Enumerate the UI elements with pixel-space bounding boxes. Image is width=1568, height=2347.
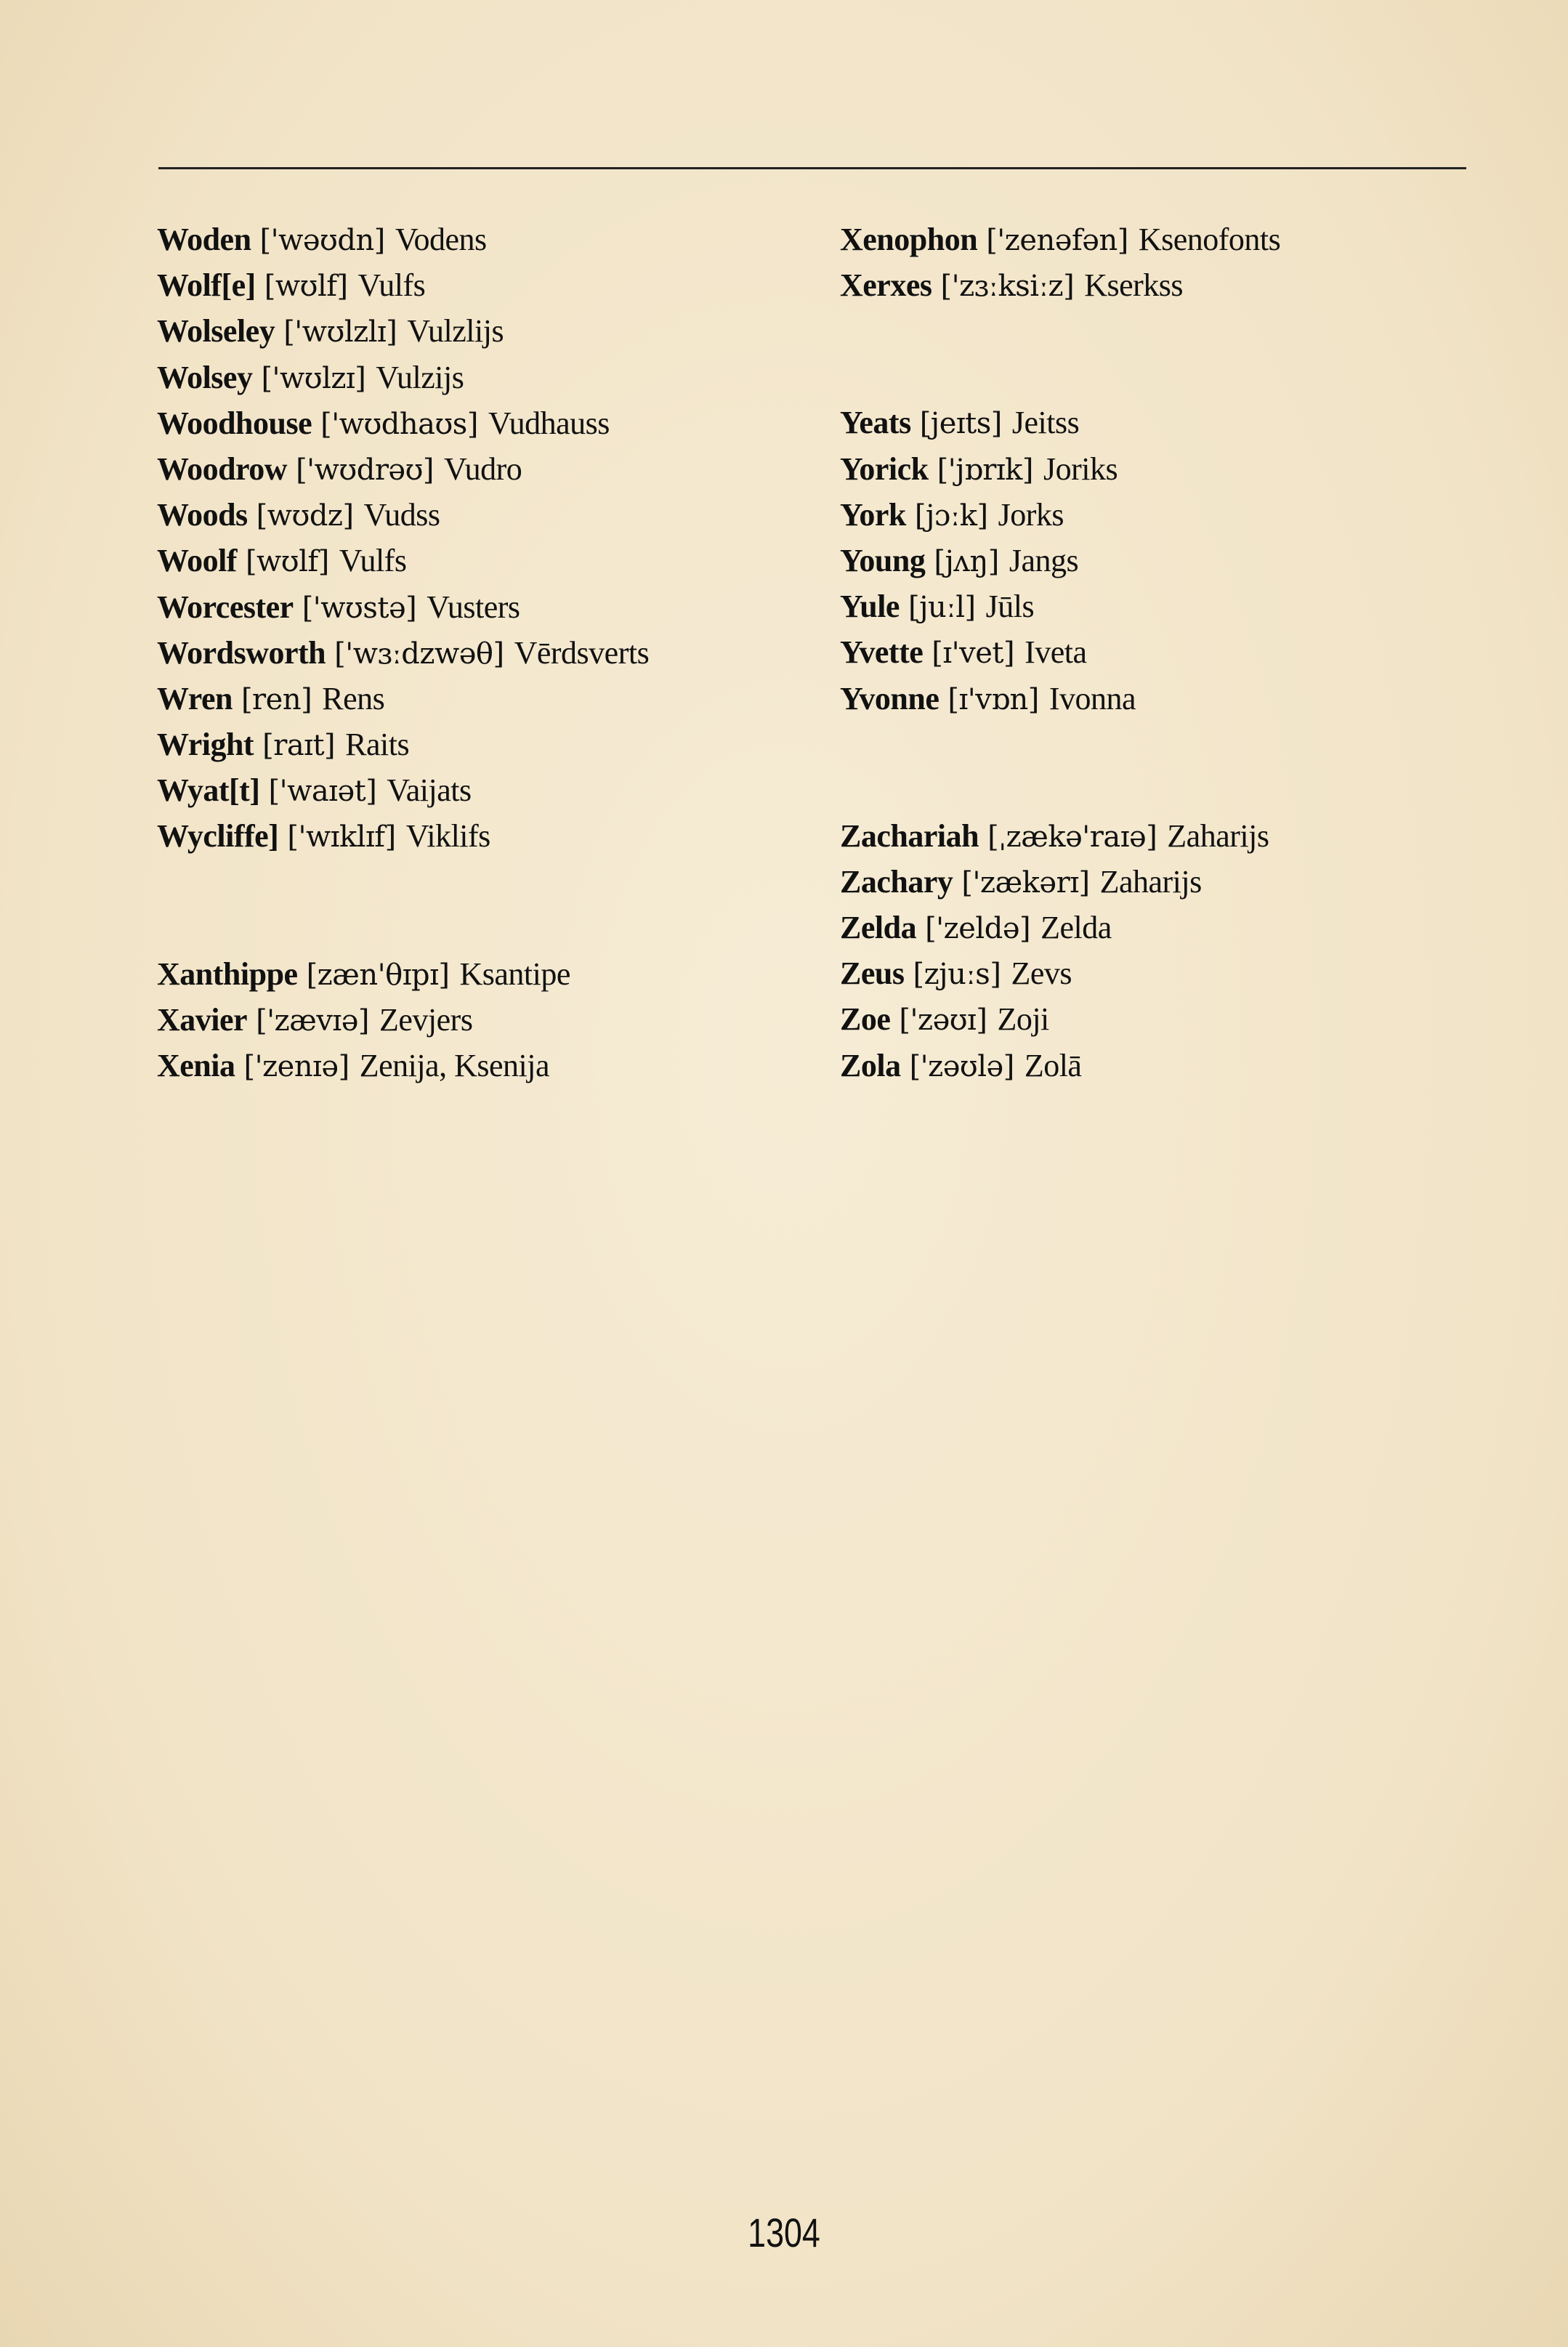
- entry: [840, 629, 1494, 675]
- pronunciation: [ɪ'vɒn]: [947, 682, 1039, 716]
- entry: [840, 996, 1494, 1042]
- entry: [157, 813, 811, 859]
- entry: [840, 1043, 1494, 1088]
- entry: [157, 492, 811, 538]
- headword: Yvonne: [840, 680, 939, 716]
- headword: Wolf[e]: [157, 267, 256, 304]
- pronunciation: [wʊlf]: [245, 545, 329, 579]
- translation: Zaharijs: [1167, 817, 1269, 854]
- translation: Vērdsverts: [514, 634, 650, 671]
- entry: [840, 905, 1494, 950]
- headword: Xenia: [157, 1048, 235, 1083]
- pronunciation: [ren]: [241, 682, 312, 716]
- headword: Wordsworth: [157, 634, 326, 671]
- pronunciation: [jɔːk]: [914, 498, 988, 533]
- entry: [157, 630, 811, 676]
- translation: Zoji: [997, 1001, 1049, 1038]
- pronunciation: ['wʊlzɪ]: [261, 361, 366, 395]
- headword: Yeats: [840, 405, 911, 441]
- pronunciation: [ˌzækə'raɪə]: [987, 820, 1157, 854]
- translation: Vulfs: [339, 543, 407, 579]
- translation: Zevjers: [379, 1001, 473, 1038]
- headword: Xavier: [157, 1001, 248, 1038]
- translation: Vaijats: [387, 772, 472, 809]
- entry-group-x-cont: [840, 217, 1494, 308]
- headword: Wolseley: [157, 313, 275, 350]
- translation: Vudhauss: [488, 405, 610, 441]
- translation: Ivonna: [1048, 680, 1136, 716]
- entry: [157, 722, 811, 767]
- headword: Young: [840, 542, 926, 578]
- translation: Jorks: [998, 496, 1064, 533]
- entry: [157, 951, 811, 997]
- translation: Zaharijs: [1099, 863, 1202, 900]
- headword: Woodhouse: [157, 405, 312, 441]
- entry: [840, 538, 1494, 583]
- translation: Vusters: [427, 589, 520, 625]
- pronunciation: ['wʊstə]: [302, 591, 417, 625]
- translation: Zolā: [1024, 1047, 1082, 1083]
- pronunciation: ['zenəfən]: [986, 224, 1128, 257]
- headword: Xenophon: [840, 222, 978, 257]
- headword: Xerxes: [840, 267, 932, 304]
- translation: Ksantipe: [459, 956, 570, 992]
- pronunciation: ['wəʊdn]: [259, 224, 385, 257]
- headword: Wren: [157, 680, 233, 716]
- pronunciation: ['wʊdhaʊs]: [320, 407, 478, 441]
- entry: [157, 1043, 811, 1088]
- pronunciation: [raɪt]: [262, 729, 336, 763]
- translation: Vulzijs: [376, 359, 464, 395]
- entry: [157, 676, 811, 722]
- entry-group-w: [157, 217, 811, 860]
- entry: [157, 446, 811, 492]
- entry: [840, 492, 1494, 538]
- entry: [840, 813, 1494, 859]
- headword: Zachariah: [840, 817, 979, 854]
- page-number: 1304: [748, 2210, 820, 2255]
- translation: Vudro: [444, 451, 522, 487]
- pronunciation: [zæn'θɪpɪ]: [306, 958, 450, 992]
- headword: Wyat[t]: [157, 772, 260, 809]
- translation: Raits: [345, 727, 410, 763]
- headword: Woodrow: [157, 451, 288, 487]
- entry: [840, 676, 1494, 722]
- pronunciation: [juːl]: [908, 591, 976, 625]
- translation: Zevs: [1011, 956, 1072, 992]
- entry: [840, 217, 1494, 262]
- pronunciation: ['zeldə]: [925, 912, 1031, 946]
- translation: Iveta: [1025, 634, 1087, 671]
- entry: [840, 583, 1494, 629]
- pronunciation: [jʌŋ]: [934, 544, 999, 578]
- pronunciation: ['zækərɪ]: [961, 865, 1090, 900]
- pronunciation: [wʊlf]: [264, 270, 348, 304]
- pronunciation: ['zəʊɪ]: [899, 1003, 987, 1038]
- pronunciation: [jeɪts]: [919, 407, 1002, 441]
- translation: Vulfs: [357, 267, 426, 304]
- headword: Wolsey: [157, 359, 253, 395]
- pronunciation: [zjuːs]: [913, 958, 1001, 992]
- pronunciation: [ɪ'vet]: [931, 637, 1015, 671]
- headword: Yule: [840, 589, 900, 625]
- entry-group-x: [157, 951, 811, 1089]
- entry: [157, 997, 811, 1043]
- entry-group-y: [840, 400, 1494, 721]
- section-gap: [840, 722, 1494, 813]
- headword: Zachary: [840, 863, 953, 900]
- section-gap: [157, 860, 811, 951]
- entry: [840, 950, 1494, 996]
- entry: [157, 308, 811, 354]
- headword: Wright: [157, 727, 254, 763]
- translation: Rens: [322, 680, 385, 716]
- entry-group-z: [840, 813, 1494, 1088]
- headword: Worcester: [157, 589, 294, 625]
- translation: Joriks: [1043, 451, 1118, 487]
- translation: Zelda: [1040, 910, 1112, 946]
- translation: Vudss: [363, 497, 440, 533]
- translation: Jeitss: [1011, 405, 1080, 441]
- translation: Viklifs: [405, 818, 490, 855]
- pronunciation: [wʊdz]: [256, 499, 354, 533]
- entry: [840, 446, 1494, 492]
- translation: Jūls: [985, 589, 1035, 625]
- pronunciation: ['zəʊlə]: [909, 1049, 1014, 1083]
- headword: Yorick: [840, 451, 929, 487]
- pronunciation: ['wɪklɪf]: [287, 820, 396, 855]
- headword: Woods: [157, 497, 248, 533]
- pronunciation: ['wɜːdzwəθ]: [334, 637, 504, 671]
- translation: Ksenofonts: [1138, 222, 1281, 257]
- headword: Xanthippe: [157, 956, 298, 992]
- entry: [840, 262, 1494, 308]
- headword: Zoe: [840, 1001, 891, 1038]
- pronunciation: ['waɪət]: [268, 775, 377, 809]
- entry: [157, 538, 811, 583]
- translation: Vodens: [395, 222, 487, 257]
- pronunciation: ['zævɪə]: [256, 1003, 370, 1038]
- headword: Wycliffe]: [157, 818, 279, 855]
- translation: Zenija, Ksenija: [359, 1048, 549, 1083]
- right-column: [840, 217, 1494, 1088]
- headword: Zelda: [840, 910, 917, 946]
- pronunciation: ['wʊlzlɪ]: [283, 315, 397, 350]
- pronunciation: ['zenɪə]: [243, 1050, 349, 1083]
- entry: [840, 400, 1494, 445]
- entry: [157, 262, 811, 308]
- pronunciation: ['wʊdrəʊ]: [296, 453, 435, 487]
- entry: [840, 859, 1494, 905]
- entry: [157, 400, 811, 446]
- headword: Woden: [157, 222, 251, 257]
- headword: Yvette: [840, 634, 924, 671]
- entry: [157, 767, 811, 813]
- translation: Jangs: [1009, 542, 1079, 578]
- headword: Zeus: [840, 956, 905, 992]
- headword: Woolf: [157, 543, 237, 579]
- pronunciation: ['zɜːksiːz]: [940, 270, 1075, 304]
- entry: [157, 584, 811, 630]
- translation: Vulzlijs: [407, 313, 504, 350]
- headword: York: [840, 496, 906, 533]
- translation: Kserkss: [1084, 267, 1184, 304]
- left-column: [157, 217, 811, 1088]
- top-rule: [158, 167, 1466, 169]
- headword: Zola: [840, 1047, 901, 1083]
- section-gap: [840, 308, 1494, 400]
- entry: [157, 217, 811, 262]
- entry: [157, 355, 811, 400]
- pronunciation: ['jɒrɪk]: [937, 453, 1034, 487]
